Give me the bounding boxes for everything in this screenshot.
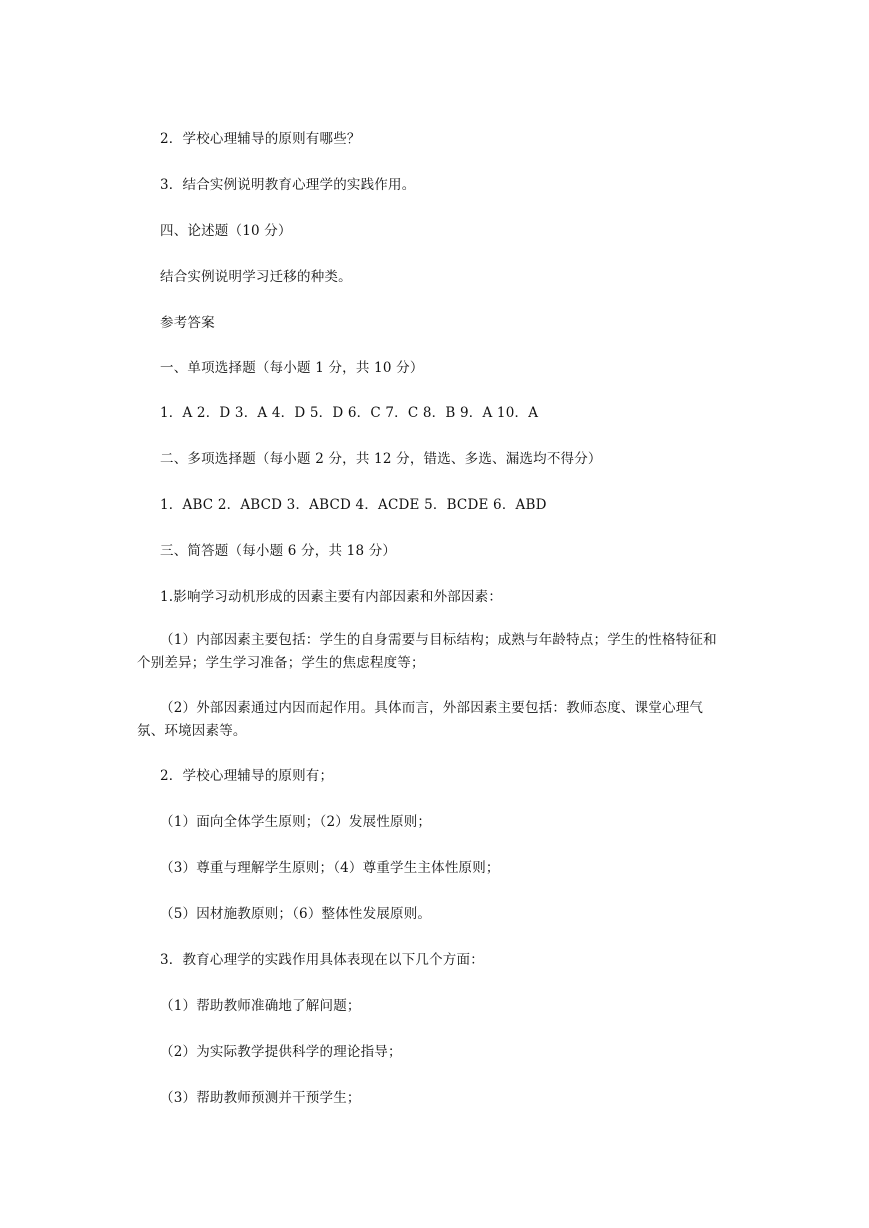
multiple-choice-heading: 二、多项选择题（每小题 2 分，共 12 分，错选、多选、漏选均不得分） [160, 451, 602, 467]
answer-2-principles-3-4: （3）尊重与理解学生原则；（4）尊重学生主体性原则； [160, 860, 500, 876]
section-4-heading: 四、论述题（10 分） [160, 223, 292, 239]
multiple-choice-answers: 1．ABC 2．ABCD 3．ABCD 4．ACDE 5．BCDE 6．ABD [160, 497, 547, 513]
answer-3-point-2: （2）为实际教学提供科学的理论指导； [160, 1044, 402, 1060]
answer-3-point-1: （1）帮助教师准确地了解问题； [160, 998, 361, 1014]
answer-key-heading: 参考答案 [160, 315, 215, 331]
answer-1-internal-factors: （1）内部因素主要包括：学生的自身需要与目标结构；成熟与年龄特点；学生的性格特征和个别差异；学生学习准备；学生的焦虑程度等； [137, 632, 717, 671]
short-answer-heading: 三、简答题（每小题 6 分，共 18 分） [160, 543, 397, 559]
question-3-text: 3．结合实例说明教育心理学的实践作用。 [160, 177, 416, 193]
answer-2-intro: 2．学校心理辅导的原则有； [160, 768, 334, 784]
single-choice-heading: 一、单项选择题（每小题 1 分，共 10 分） [160, 360, 424, 376]
question-2-text: 2．学校心理辅导的原则有哪些？ [160, 131, 361, 147]
single-choice-answers: 1．A 2．D 3．A 4．D 5．D 6．C 7．C 8．B 9．A 10．A [160, 405, 539, 421]
answer-3-point-3: （3）帮助教师预测并干预学生； [160, 1090, 361, 1106]
answer-2-principles-1-2: （1）面向全体学生原则；（2）发展性原则； [160, 814, 432, 830]
answer-3-intro: 3．教育心理学的实践作用具体表现在以下几个方面： [160, 952, 484, 968]
essay-question-text: 结合实例说明学习迁移的种类。 [160, 269, 352, 285]
answer-1-intro: 1.影响学习动机形成的因素主要有内部因素和外部因素： [160, 589, 503, 605]
answer-2-principles-5-6: （5）因材施教原则；（6）整体性发展原则。 [160, 906, 432, 922]
answer-1-external-factors: （2）外部因素通过内因而起作用。具体而言，外部因素主要包括：教师态度、课堂心理气氛、环境因素等。 [137, 700, 704, 739]
